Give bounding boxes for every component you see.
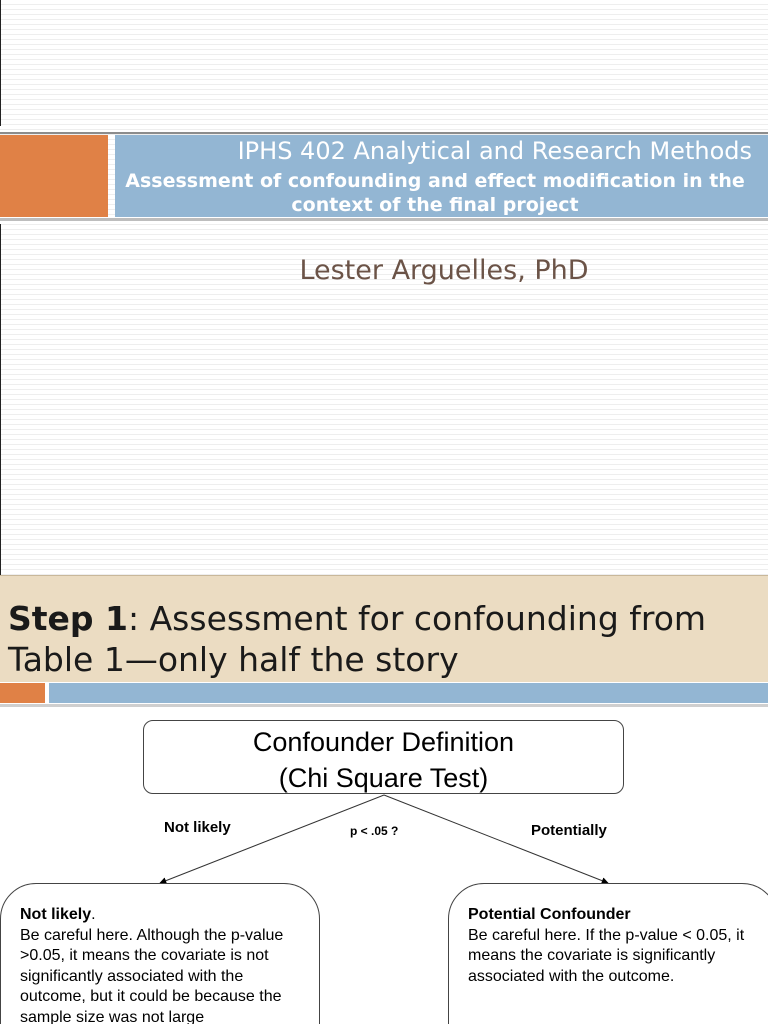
potential-confounder-box (448, 883, 768, 1024)
title-band-divider (0, 132, 768, 134)
not-likely-box (0, 883, 320, 1024)
branch-label-not-likely: Not likely (164, 819, 231, 836)
arrow-to-potential (384, 795, 608, 883)
left-edge-rule (0, 0, 1, 126)
not-likely-title (20, 905, 301, 926)
confounder-definition-box (143, 720, 624, 794)
orange-accent-block (0, 135, 108, 217)
branch-label-p-value: p < .05 ? (350, 824, 399, 838)
definition-line1: Confounder Definition (252, 727, 515, 757)
course-title: IPHS 402 Analytical and Research Methods (237, 137, 752, 165)
step1-slide (0, 575, 768, 1024)
not-likely-body: Be careful here. Although the p-value >0.05, it means the covariate is not significantly associated with the outcome, but it could be because the sample size was not large (20, 926, 284, 1024)
presentation-subtitle: Assessment of confounding and effect modification in the context of the final project (125, 170, 745, 216)
left-edge-rule (0, 224, 1, 575)
potential-confounder-body: Be careful here. If the p-value < 0.05, it means the covariate is significantly associated with the outcome. (468, 926, 745, 985)
heading-description: : Assessment for confounding from Table 1—only half the story (8, 599, 707, 679)
not-likely-title-text: Not likely (20, 906, 92, 923)
title-band-shadow (0, 218, 768, 221)
not-likely-title-suffix: . (91, 906, 96, 923)
arrow-to-not-likely (160, 795, 384, 883)
heading-step-label: Step 1 (8, 599, 128, 638)
potential-confounder-title (468, 905, 759, 926)
definition-line2: (Chi Square Test) (278, 763, 489, 793)
author-name: Lester Arguelles, PhD (299, 255, 589, 286)
branch-label-potentially: Potentially (531, 822, 607, 839)
potential-confounder-title-text: Potential Confounder (468, 906, 631, 923)
